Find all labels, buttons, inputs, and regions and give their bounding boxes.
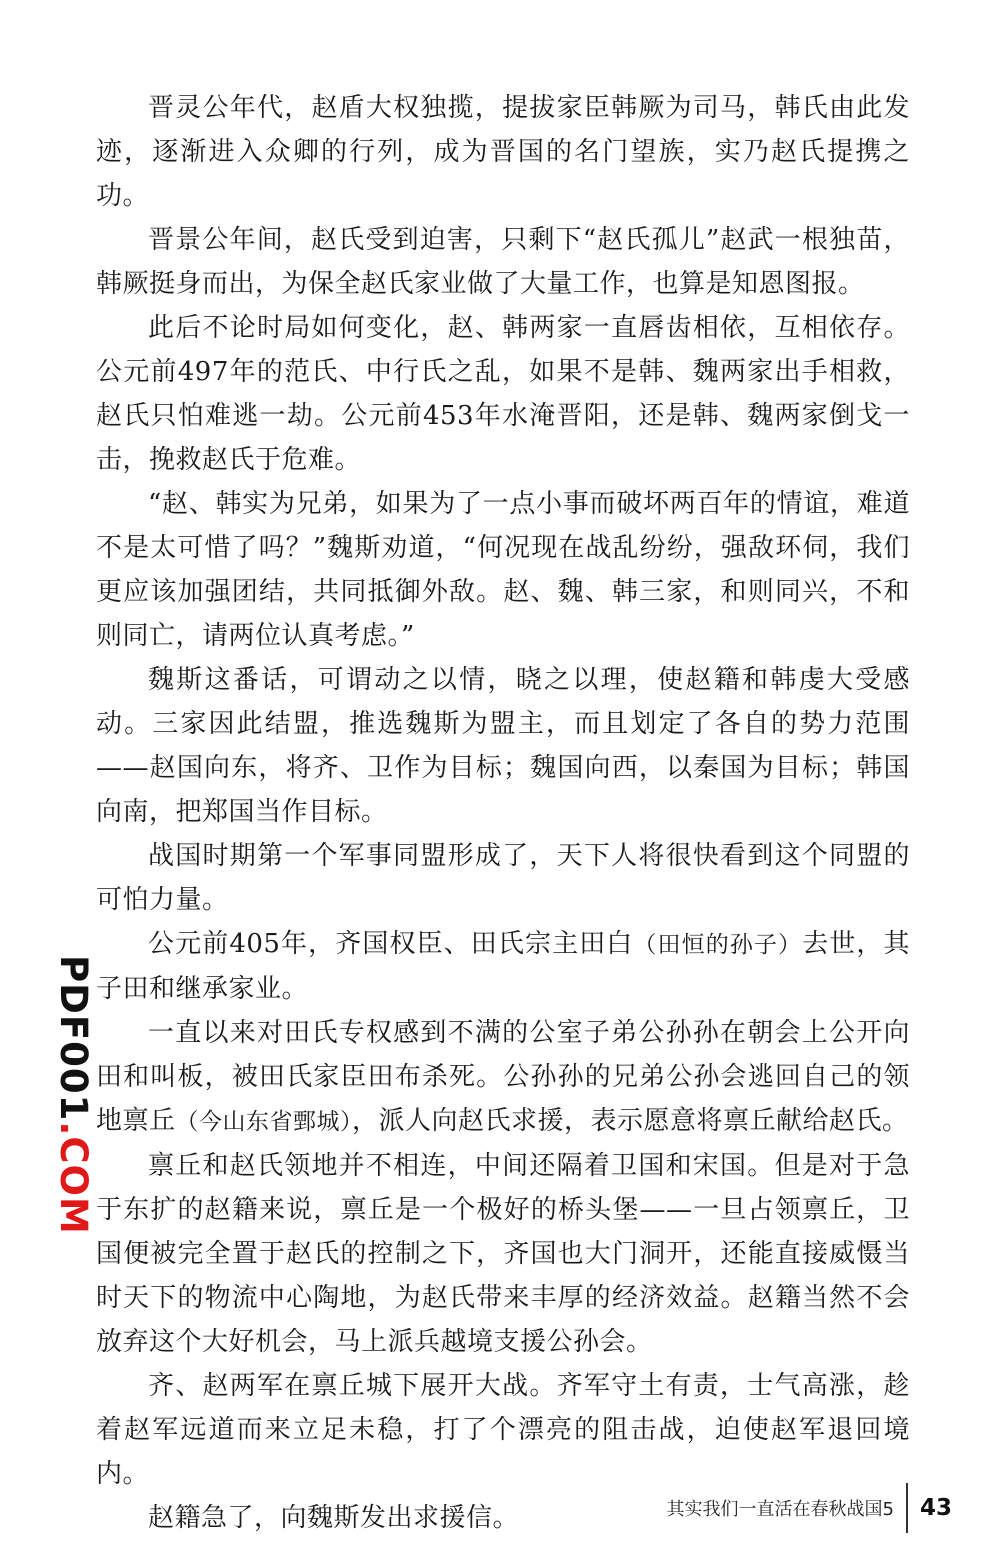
paragraph-3: 此后不论时局如何变化，赵、韩两家一直唇齿相依，互相依存。公元前497年的范氏、中行氏之乱，如果不是韩、魏两家出手相救，赵氏只怕难逃一劫。公元前453年水淹晋阳，还是韩、魏两家倒戈一击，挽救赵氏于危难。 xyxy=(96,313,910,475)
paragraph-7-before: 公元前405年，齐国权臣、田氏宗主田白 xyxy=(148,929,634,959)
paragraph-8 xyxy=(96,1011,910,1144)
footer-divider xyxy=(906,1483,908,1533)
paragraph-10: 齐、赵两军在禀丘城下展开大战。齐军守土有责，士气高涨，趁着赵军远道而来立足未稳，打了个漂亮的阻击战，迫使赵军退回境内。 xyxy=(96,1371,910,1489)
paragraph-8-note: （今山东省鄄城） xyxy=(175,1109,353,1135)
paragraph-4: “赵、韩实为兄弟，如果为了一点小事而破坏两百年的情谊，难道不是太可惜了吗？”魏斯劝道，“何况现在战乱纷纷，强敌环伺，我们更应该加强团结，共同抵御外敌。赵、魏、韩三家，和则同兴，不和则同亡，请两位认真考虑。” xyxy=(96,489,910,651)
footer-book-title: 其实我们一直活在春秋战国5 xyxy=(666,1499,894,1520)
paragraph-7 xyxy=(96,922,910,1011)
page-footer xyxy=(667,1488,952,1528)
paragraph-7-after: 去世，其子田和继承家业。 xyxy=(96,929,910,1004)
paragraph-8-main: 一直以来对田氏专权感到不满的公室子弟公孙孙在朝会上公开向田和叫板，被田氏家臣田布杀死。公孙孙的兄弟公孙会逃回自己的领地禀丘 xyxy=(96,1018,910,1136)
paragraph-8-after: ，派人向赵氏求援，表示愿意将禀丘献给赵氏。 xyxy=(352,1106,909,1136)
paragraph-7-note: （田恒的孙子） xyxy=(633,932,803,958)
paragraph-6: 战国时期第一个军事同盟形成了，天下人将很快看到这个同盟的可怕力量。 xyxy=(96,841,910,915)
watermark xyxy=(52,955,95,1235)
watermark-text-accent: .COM xyxy=(52,1121,95,1235)
paragraph-2: 晋景公年间，赵氏受到迫害，只剩下“赵氏孤儿”赵武一根独苗，韩厥挺身而出，为保全赵氏家业做了大量工作，也算是知恩图报。 xyxy=(96,225,910,299)
paragraph-11: 赵籍急了，向魏斯发出求援信。 xyxy=(148,1503,520,1533)
footer-page-number: 43 xyxy=(919,1495,952,1521)
watermark-text-main: PDF001 xyxy=(52,955,95,1122)
paragraph-9: 禀丘和赵氏领地并不相连，中间还隔着卫国和宋国。但是对于急于东扩的赵籍来说，禀丘是一个极好的桥头堡——一旦占领禀丘，卫国便被完全置于赵氏的控制之下，齐国也大门洞开，还能直接威慑当时天下的物流中心陶地，为赵氏带来丰厚的经济效益。赵籍当然不会放弃这个大好机会，马上派兵越境支援公孙会。 xyxy=(96,1151,910,1357)
paragraph-1: 晋灵公年代，赵盾大权独揽，提拔家臣韩厥为司马，韩氏由此发迹，逐渐进入众卿的行列，成为晋国的名门望族，实乃赵氏提携之功。 xyxy=(96,93,910,211)
page-body xyxy=(96,86,910,1540)
paragraph-5: 魏斯这番话，可谓动之以情，晓之以理，使赵籍和韩虔大受感动。三家因此结盟，推选魏斯为盟主，而且划定了各自的势力范围——赵国向东，将齐、卫作为目标；魏国向西，以秦国为目标；韩国向南，把郑国当作目标。 xyxy=(96,665,910,827)
